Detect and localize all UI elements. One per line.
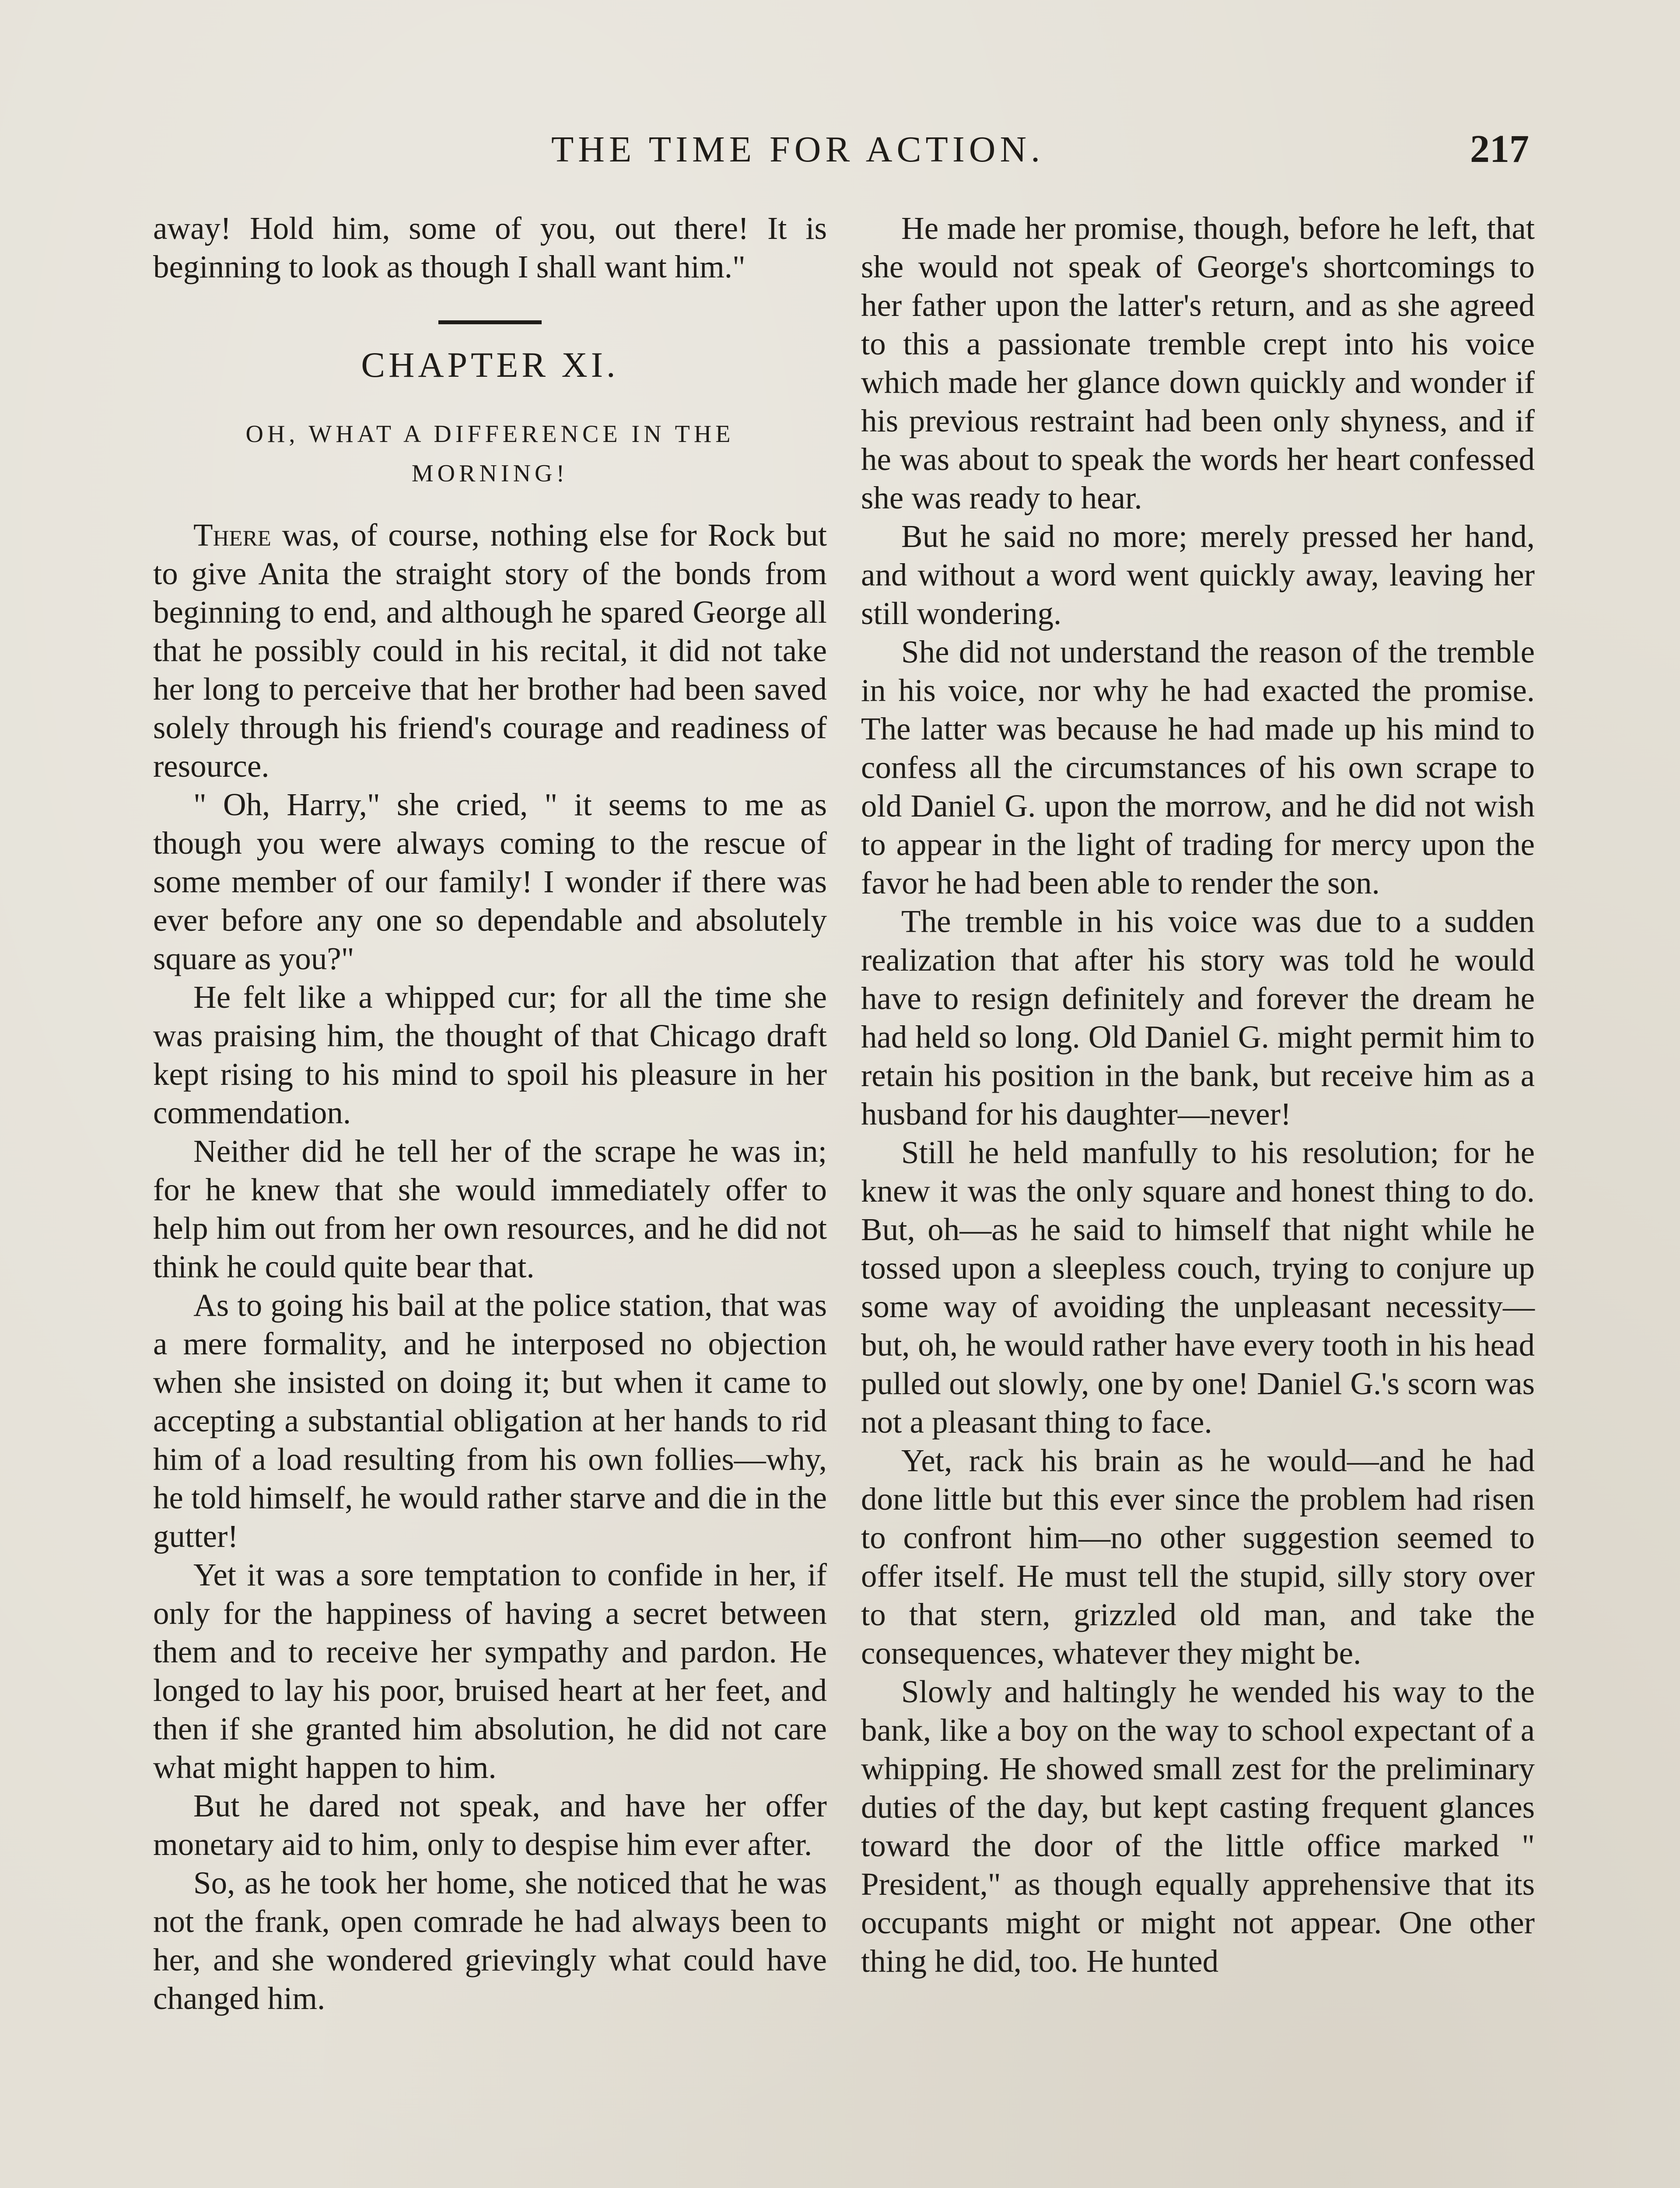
page-number: 217 [1470, 127, 1529, 171]
paragraph: Slowly and haltingly he wended his way to the bank, like a boy on the way to school expectant of a whipping. He showed small zest for the preliminary duties of the day, but kept casting frequent glances toward the door of the little office marked " President," as though equally apprehensive that its occupants might or might not appear. One other thing he did, too. He hunted [861, 1674, 1535, 1979]
paragraph: Still he held manfully to his resolution; for he knew it was the only square and honest thing to do. But, oh—as he said to himself that night while he tossed upon a sleepless couch, trying to conjure up some way of avoiding the unpleasant necessity—but, oh, he would rather have every tooth in his head pulled out slowly, one by one! Daniel G.'s scorn was not a pleasant thing to face. [861, 1135, 1535, 1440]
paragraph: But he said no more; merely pressed her hand, and without a word went quickly away, leaving her still wondering. [861, 519, 1535, 631]
paragraph-lead-word: There [193, 517, 271, 553]
left-text-column [153, 209, 827, 2018]
chapter-subtitle: OH, WHAT A DIFFERENCE IN THE MORNING! [245, 421, 735, 487]
paragraph: Yet it was a sore temptation to confide in her, if only for the happiness of having a secret between them and to receive her sympathy and pardon. He longed to lay his poor, bruised heart at her feet, and then if she granted him absolution, he did not care what might happen to him. [153, 1557, 827, 1785]
paragraph: She did not understand the reason of the tremble in his voice, nor why he had exacted the promise. The latter was because he had made up his mind to confess all the circumstances of his own scrape to old Daniel G. upon the morrow, and he did not wish to appear in the light of trading for mercy upon the favor he had been able to render the son. [861, 634, 1535, 901]
paragraph [153, 516, 827, 785]
paragraph: " Oh, Harry," she cried, " it seems to me as though you were always coming to the rescue of some member of our family! I wonder if there was ever before any one so dependable and absolutely square as you?" [153, 787, 827, 976]
paragraph: He made her promise, though, before he left, that she would not speak of George's shortcomings to her father upon the latter's return, and as she agreed to this a passionate tremble crept into his voice which made her glance down quickly and wonder if his previous restraint had been only shyness, and if he was about to speak the words her heart confessed she was ready to hear. [861, 210, 1535, 515]
paragraph: So, as he took her home, she noticed that he was not the frank, open comrade he had always been to her, and she wondered grievingly what could have changed him. [153, 1865, 827, 2016]
paragraph: But he dared not speak, and have her offer monetary aid to him, only to despise him ever after. [153, 1788, 827, 1862]
paragraph-text: was, of course, nothing else for Rock but to give Anita the straight story of the bonds from beginning to end, and although he spared George all that he possibly could in his recital, it did not take her long to perceive that her brother had been saved solely through his friend's courage and readiness of resource. [153, 517, 827, 784]
right-text-column [861, 209, 1535, 1981]
chapter-heading: CHAPTER XI. [361, 345, 619, 385]
paragraph: Yet, rack his brain as he would—and he had done little but this ever since the problem had risen to confront him—no other suggestion seemed to offer itself. He must tell the stupid, silly story over to that stern, grizzled old man, and take the consequences, whatever they might be. [861, 1443, 1535, 1671]
paragraph: The tremble in his voice was due to a sudden realization that after his story was told he would have to resign definitely and forever the dream he had held so long. Old Daniel G. might permit him to retain his position in the bank, but receive him as a husband for his daughter—never! [861, 904, 1535, 1132]
paragraph: As to going his bail at the police station, that was a mere formality, and he interposed no objection when she insisted on doing it; but when it came to accepting a substantial obligation at her hands to rid him of a load resulting from his own follies—why, he told himself, he would rather starve and die in the gutter! [153, 1287, 827, 1554]
paragraph: Neither did he tell her of the scrape he was in; for he knew that she would immediately offer to help him out from her own resources, and he did not think he could quite bear that. [153, 1133, 827, 1284]
running-head-title: THE TIME FOR ACTION. [551, 129, 1045, 170]
paragraph: He felt like a whipped cur; for all the time she was praising him, the thought of that Chicago draft kept rising to his mind to spoil his pleasure in her commendation. [153, 979, 827, 1130]
paragraph: away! Hold him, some of you, out there! It is beginning to look as though I shall want him." [153, 210, 827, 284]
section-divider-rule [438, 320, 542, 324]
